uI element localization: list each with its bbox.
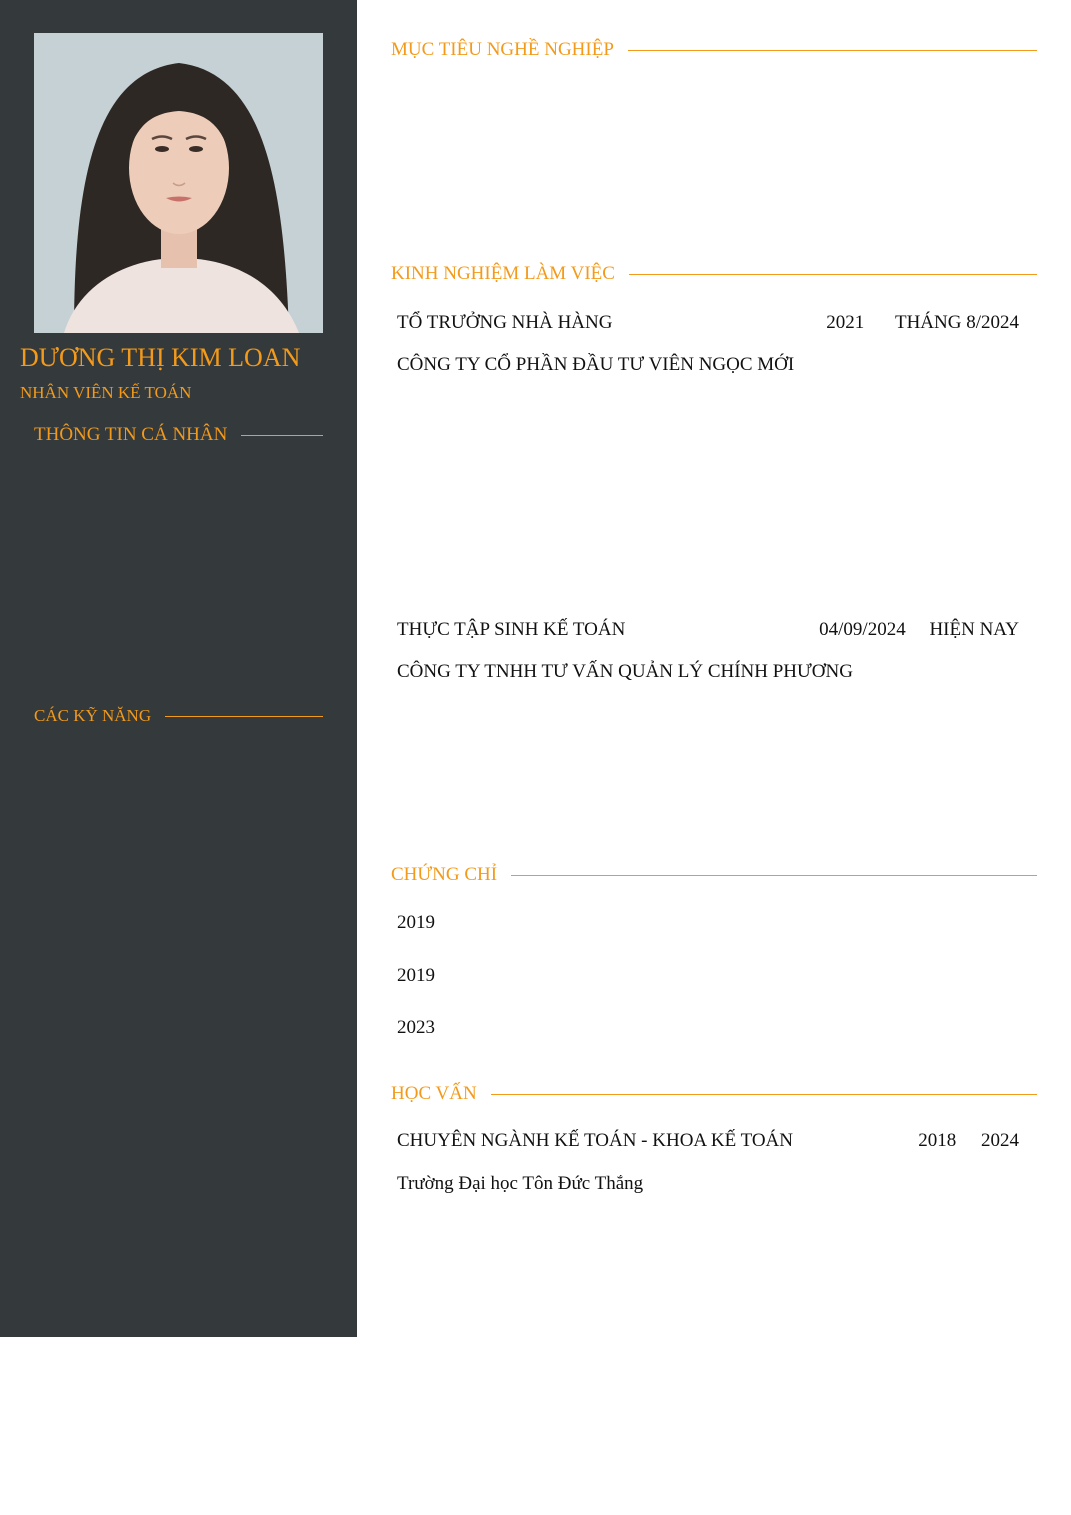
experience-dates — [819, 619, 1019, 641]
experience-item-1 — [397, 312, 1019, 334]
experience-dates — [826, 312, 1019, 334]
personal-info-section-header — [34, 424, 323, 446]
experience-position: TỔ TRƯỞNG NHÀ HÀNG — [397, 312, 613, 333]
education-heading: HỌC VẤN — [391, 1083, 477, 1104]
profile-photo — [34, 33, 323, 333]
heading-divider — [491, 1094, 1037, 1095]
education-start: 2018 — [918, 1130, 957, 1151]
heading-divider — [511, 875, 1037, 876]
education-dates — [918, 1130, 1019, 1152]
personal-info-heading: THÔNG TIN CÁ NHÂN — [34, 424, 228, 445]
education-major: CHUYÊN NGÀNH KẾ TOÁN - KHOA KẾ TOÁN — [397, 1130, 794, 1151]
education-school: Trường Đại học Tôn Đức Thắng — [397, 1173, 644, 1194]
experience-item-2 — [397, 619, 1019, 641]
experience-start: 2021 — [826, 312, 865, 333]
objective-heading: MỤC TIÊU NGHỀ NGHIỆP — [391, 39, 614, 60]
candidate-name: DƯƠNG THỊ KIM LOAN — [20, 343, 301, 372]
experience-company: CÔNG TY TNHH TƯ VẤN QUẢN LÝ CHÍNH PHƯƠNG — [397, 661, 853, 682]
heading-divider — [628, 50, 1037, 51]
candidate-job-title: NHÂN VIÊN KẾ TOÁN — [20, 383, 192, 402]
heading-divider — [241, 435, 323, 436]
certificate-year: 2023 — [397, 1017, 435, 1038]
certificate-year: 2019 — [397, 965, 435, 986]
certificate-year: 2019 — [397, 912, 435, 933]
certificates-heading: CHỨNG CHỈ — [391, 864, 498, 885]
heading-divider — [629, 274, 1037, 275]
objective-section-header — [391, 39, 1037, 61]
experience-end: HIỆN NAY — [929, 619, 1019, 640]
experience-heading: KINH NGHIỆM LÀM VIỆC — [391, 263, 615, 284]
skills-section-header — [34, 706, 323, 726]
skills-heading: CÁC KỸ NĂNG — [34, 706, 152, 725]
experience-company: CÔNG TY CỔ PHẦN ĐẦU TƯ VIÊN NGỌC MỚI — [397, 354, 795, 375]
experience-position: THỰC TẬP SINH KẾ TOÁN — [397, 619, 626, 640]
experience-end: THÁNG 8/2024 — [894, 312, 1019, 333]
education-item-1 — [397, 1130, 1019, 1152]
experience-start: 04/09/2024 — [819, 619, 906, 640]
experience-section-header — [391, 263, 1037, 285]
education-section-header — [391, 1083, 1037, 1105]
certificates-section-header — [391, 864, 1037, 886]
education-end: 2024 — [981, 1130, 1019, 1151]
heading-divider — [165, 716, 323, 717]
